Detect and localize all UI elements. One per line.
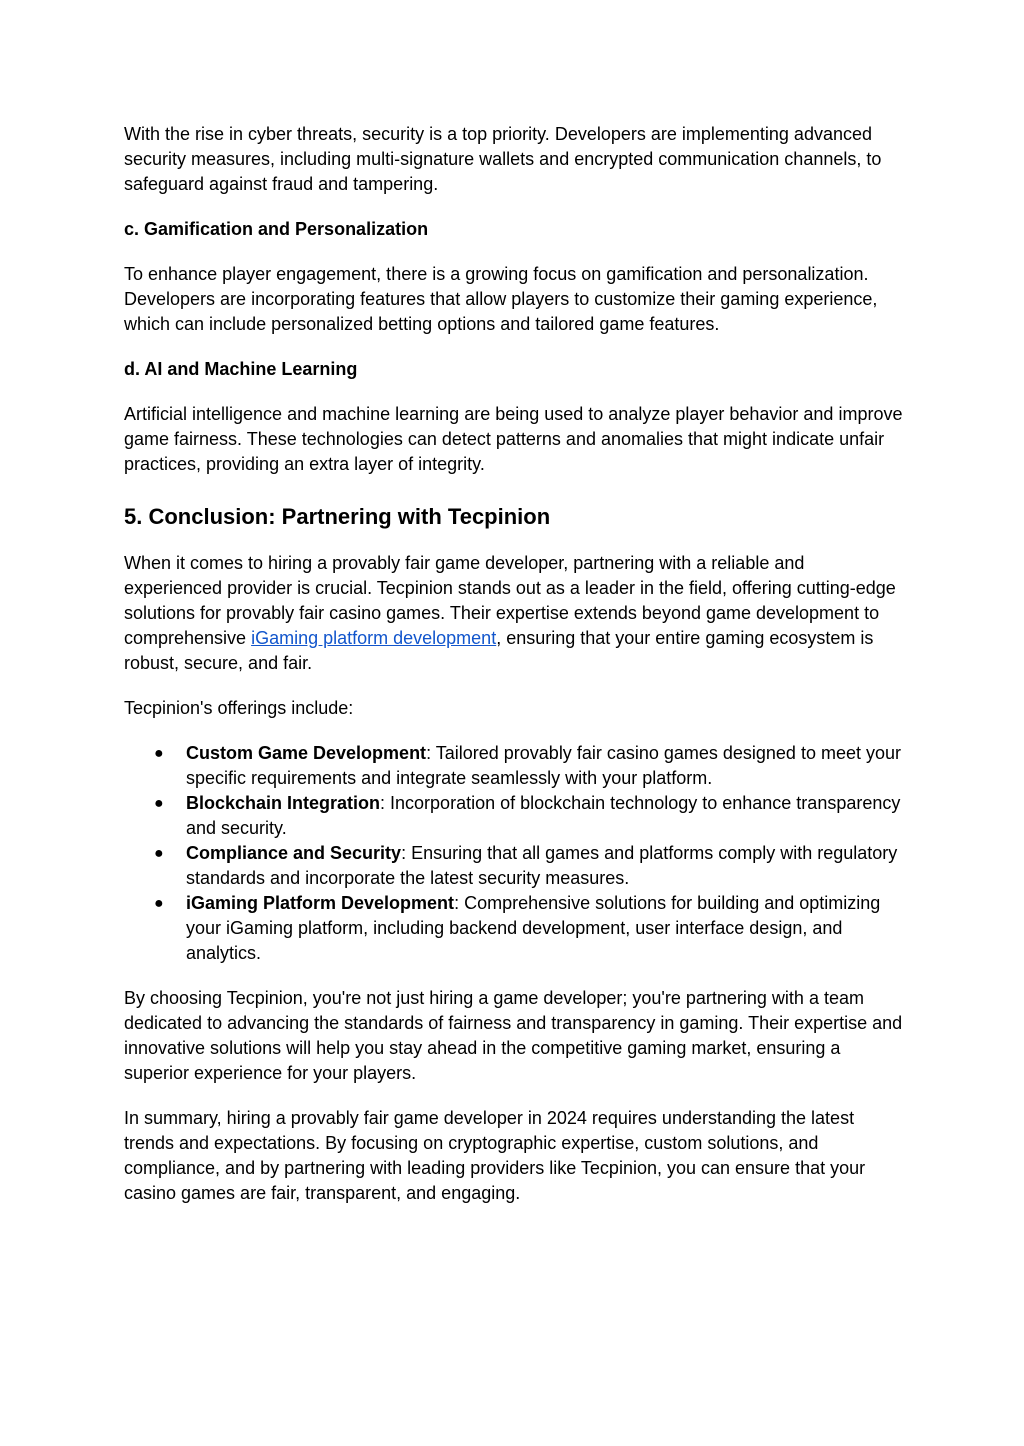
security-paragraph: With the rise in cyber threats, security is a top priority. Developers are implementing advanced security measures, including multi-signature wallets and encrypted communication channels, to safeguard against fraud and tampering.: [124, 124, 882, 194]
ai-ml-paragraph: Artificial intelligence and machine learning are being used to analyze player behavior and improve game fairness. These technologies can detect patterns and anomalies that might indicate unfair practices, providing an extra layer of integrity.: [124, 404, 903, 474]
bullet-icon: ●: [154, 845, 164, 862]
conclusion-heading: 5. Conclusion: Partnering with Tecpinion: [124, 504, 551, 529]
offering-title: Blockchain Integration: [186, 793, 381, 813]
offering-text: : Tailored provably fair casino games designed to meet your specific requirements and integrate seamlessly with your platform.: [186, 743, 901, 788]
bullet-icon: ●: [154, 745, 164, 762]
conclusion-text-end: , ensuring that your entire gaming ecosystem is robust, secure, and fair.: [124, 628, 874, 673]
conclusion-text-start: When it comes to hiring a provably fair game developer, partnering with a reliable and experienced provider is crucial. Tecpinion stands out as a leader in the field, offering cutting-edge solutions for provably fair casino games. Their expertise extends beyond game development to comprehensive: [124, 553, 896, 648]
offering-text: : Incorporation of blockchain technology to enhance transparency and security.: [186, 793, 901, 838]
igaming-platform-link[interactable]: iGaming platform development: [251, 628, 497, 648]
list-item: [124, 791, 904, 841]
bullet-icon: ●: [154, 795, 164, 812]
offering-text: : Ensuring that all games and platforms comply with regulatory standards and incorporate the latest security measures.: [186, 843, 898, 888]
list-item: [124, 741, 904, 791]
offering-title: Custom Game Development: [186, 743, 427, 763]
choosing-tecpinion-paragraph: By choosing Tecpinion, you're not just hiring a game developer; you're partnering with a team dedicated to advancing the standards of fairness and transparency in gaming. Their expertise and innovative solutions will help you stay ahead in the competitive gaming market, ensuring a superior experience for your players.: [124, 988, 903, 1083]
offerings-intro: Tecpinion's offerings include:: [124, 698, 354, 718]
gamification-heading: c. Gamification and Personalization: [124, 219, 429, 239]
list-item: [124, 891, 904, 966]
offering-title: Compliance and Security: [186, 843, 402, 863]
offering-text: : Comprehensive solutions for building and optimizing your iGaming platform, including backend development, user interface design, and analytics.: [186, 893, 881, 963]
offering-title: iGaming Platform Development: [186, 893, 455, 913]
list-item: [124, 841, 904, 891]
conclusion-paragraph: [124, 551, 904, 676]
ai-ml-heading: d. AI and Machine Learning: [124, 359, 358, 379]
bullet-icon: ●: [154, 895, 164, 912]
offerings-list: [124, 741, 904, 966]
gamification-paragraph: To enhance player engagement, there is a growing focus on gamification and personalization. Developers are incorporating features that allow players to customize their gaming experience, which can include personalized betting options and tailored game features.: [124, 264, 878, 334]
summary-paragraph: In summary, hiring a provably fair game developer in 2024 requires understanding the latest trends and expectations. By focusing on cryptographic expertise, custom solutions, and compliance, and by partnering with leading providers like Tecpinion, you can ensure that your casino games are fair, transparent, and engaging.: [124, 1108, 866, 1203]
